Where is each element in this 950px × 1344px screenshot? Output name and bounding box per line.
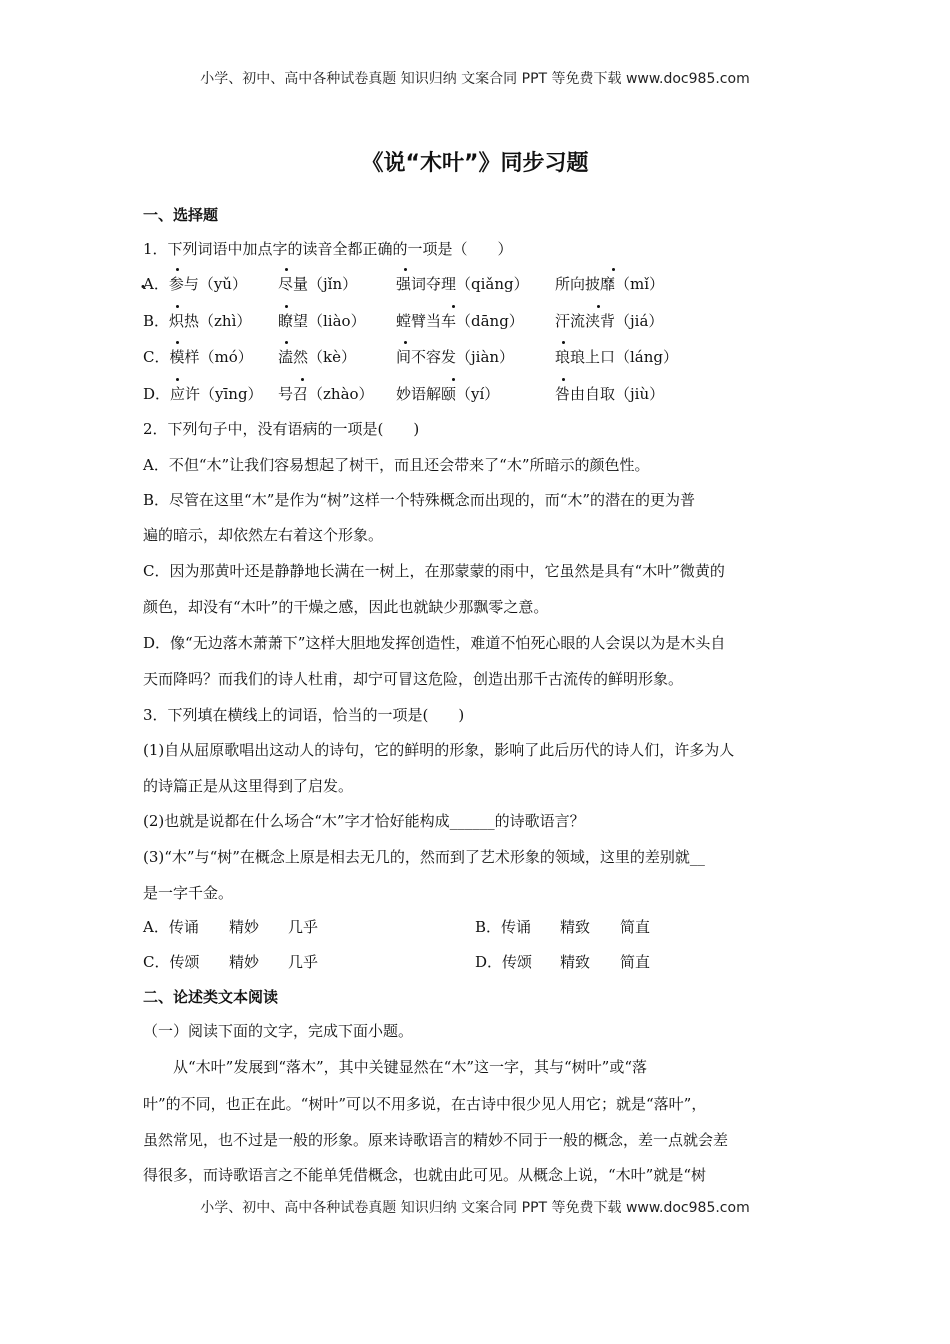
q3-option-word: 精致 bbox=[560, 953, 591, 971]
paragraph-line: 从“木叶”发展到“落木”，其中关键显然在“木”这一字，其与“树叶”或“落 bbox=[173, 1058, 648, 1076]
paragraph-line: B．尽管在这里“木”是作为“树”这样一个特殊概念而出现的，而“木”的潜在的更为普 bbox=[143, 491, 696, 509]
section-heading: 一、选择题 bbox=[143, 206, 219, 224]
emphasis-dot bbox=[597, 305, 600, 308]
q1-option: D．应许（yīng） bbox=[143, 385, 263, 403]
q1-option: 螳臂当车（dāng） bbox=[396, 312, 524, 330]
paragraph-line: 天而降吗？而我们的诗人杜甫，却宁可冒这危险，创造出那千古流传的鲜明形象。 bbox=[143, 670, 684, 688]
q3-option-word: 简直 bbox=[620, 918, 651, 936]
q1-option: 间不容发（jiàn） bbox=[396, 348, 515, 366]
section-heading: 二、论述类文本阅读 bbox=[143, 988, 279, 1006]
paragraph-line: 的诗篇正是从这里得到了启发。 bbox=[143, 777, 354, 795]
reading-instruction: （一）阅读下面的文字，完成下面小题。 bbox=[143, 1022, 414, 1040]
question-stem: 3．下列填在横线上的词语，恰当的一项是( ) bbox=[143, 706, 465, 724]
q1-option: B．炽热（zhì） bbox=[143, 312, 252, 330]
paragraph-line: 是一字千金。 bbox=[143, 884, 234, 902]
q1-option: 琅琅上口（láng） bbox=[555, 348, 679, 366]
question-stem: 1．下列词语中加点字的读音全都正确的一项是（ ） bbox=[143, 240, 513, 258]
q1-option: 所向披靡（mǐ） bbox=[555, 275, 665, 293]
emphasis-dot bbox=[285, 268, 288, 271]
emphasis-dot bbox=[562, 378, 565, 381]
header-banner: 小学、初中、高中各种试卷真题 知识归纳 文案合同 PPT 等免费下载 www.doc985.com bbox=[200, 71, 750, 87]
q1-option: 强词夺理（qiǎng） bbox=[396, 275, 529, 293]
q1-option: C．模样（mó） bbox=[143, 348, 253, 366]
emphasis-dot bbox=[404, 341, 407, 344]
q3-option-word: 几乎 bbox=[288, 918, 319, 936]
q3-option-word: 精妙 bbox=[229, 918, 260, 936]
paragraph-line: 遍的暗示，却依然左右着这个形象。 bbox=[143, 526, 384, 544]
paragraph-line: 得很多，而诗歌语言之不能单凭借概念，也就由此可见。从概念上说，“木叶”就是“树 bbox=[143, 1166, 707, 1184]
q1-option: 溘然（kè） bbox=[278, 348, 356, 366]
emphasis-dot bbox=[285, 341, 288, 344]
paragraph-line: 虽然常见，也不过是一般的形象。原来诗歌语言的精妙不同于一般的概念，差一点就会差 bbox=[143, 1131, 729, 1149]
q3-option-word: 简直 bbox=[620, 953, 651, 971]
q3-option-word: B．传诵 bbox=[475, 918, 532, 936]
emphasis-dot bbox=[285, 305, 288, 308]
q1-option: 妙语解颐（yí） bbox=[396, 385, 500, 403]
paragraph-line: 叶”的不同，也正在此。“树叶”可以不用多说，在古诗中很少见人用它；就是“落叶”， bbox=[143, 1095, 707, 1113]
q1-option bbox=[143, 273, 247, 294]
q1-option: 咎由自取（jiù） bbox=[555, 385, 665, 403]
q3-option-word: A．传诵 bbox=[143, 918, 199, 936]
q3-option-word: C．传颂 bbox=[143, 953, 200, 971]
emphasis-dot bbox=[176, 268, 179, 271]
paragraph-line: D．像“无边落木萧萧下”这样大胆地发挥创造性，难道不怕死心眼的人会误以为是木头自 bbox=[143, 634, 726, 652]
question-stem: 2．下列句子中，没有语病的一项是( ) bbox=[143, 420, 420, 438]
q3-option-word: 精致 bbox=[560, 918, 591, 936]
emphasis-dot bbox=[404, 268, 407, 271]
q1-option: 号召（zhào） bbox=[278, 385, 374, 403]
emphasis-dot bbox=[612, 268, 615, 271]
q1-option: 瞭望（liào） bbox=[278, 312, 366, 330]
emphasis-dot bbox=[176, 378, 179, 381]
footer-banner: 小学、初中、高中各种试卷真题 知识归纳 文案合同 PPT 等免费下载 www.doc985.com bbox=[200, 1200, 750, 1216]
emphasis-dot bbox=[176, 341, 179, 344]
paragraph-line: (3)“木”与“树”在概念上原是相去无几的，然而到了艺术形象的领域，这里的差别就__ bbox=[143, 848, 705, 866]
paragraph-line: C．因为那黄叶还是静静地长满在一树上，在那蒙蒙的雨中，它虽然是具有“木叶”微黄的 bbox=[143, 562, 725, 580]
emphasis-dot bbox=[452, 305, 455, 308]
q3-option-word: 精妙 bbox=[229, 953, 260, 971]
q3-option-word: 几乎 bbox=[288, 953, 319, 971]
emphasis-dot bbox=[562, 341, 565, 344]
paragraph-line: 颜色，却没有“木叶”的干燥之感，因此也就缺少那飘零之意。 bbox=[143, 598, 549, 616]
emphasis-dot bbox=[452, 378, 455, 381]
page-title: 《说“木叶”》同步习题 bbox=[361, 151, 589, 176]
q1-option: 尽量（jǐn） bbox=[278, 275, 358, 293]
paragraph-line: (2)也就是说都在什么场合“木”字才恰好能构成______的诗歌语言？ bbox=[143, 812, 585, 830]
q1-option: 汗流浃背（jiá） bbox=[555, 312, 664, 330]
emphasis-dot bbox=[301, 378, 304, 381]
option-text: A．参与（yǔ） bbox=[143, 275, 247, 293]
emphasis-dot bbox=[176, 305, 179, 308]
paragraph-line: (1)自从屈原歌唱出这动人的诗句，它的鲜明的形象，影响了此后历代的诗人们，许多为人 bbox=[143, 741, 735, 759]
paragraph-line: A．不但“木”让我们容易想起了树干，而且还会带来了“木”所暗示的颜色性。 bbox=[143, 456, 650, 474]
q3-option-word: D．传颂 bbox=[475, 953, 533, 971]
